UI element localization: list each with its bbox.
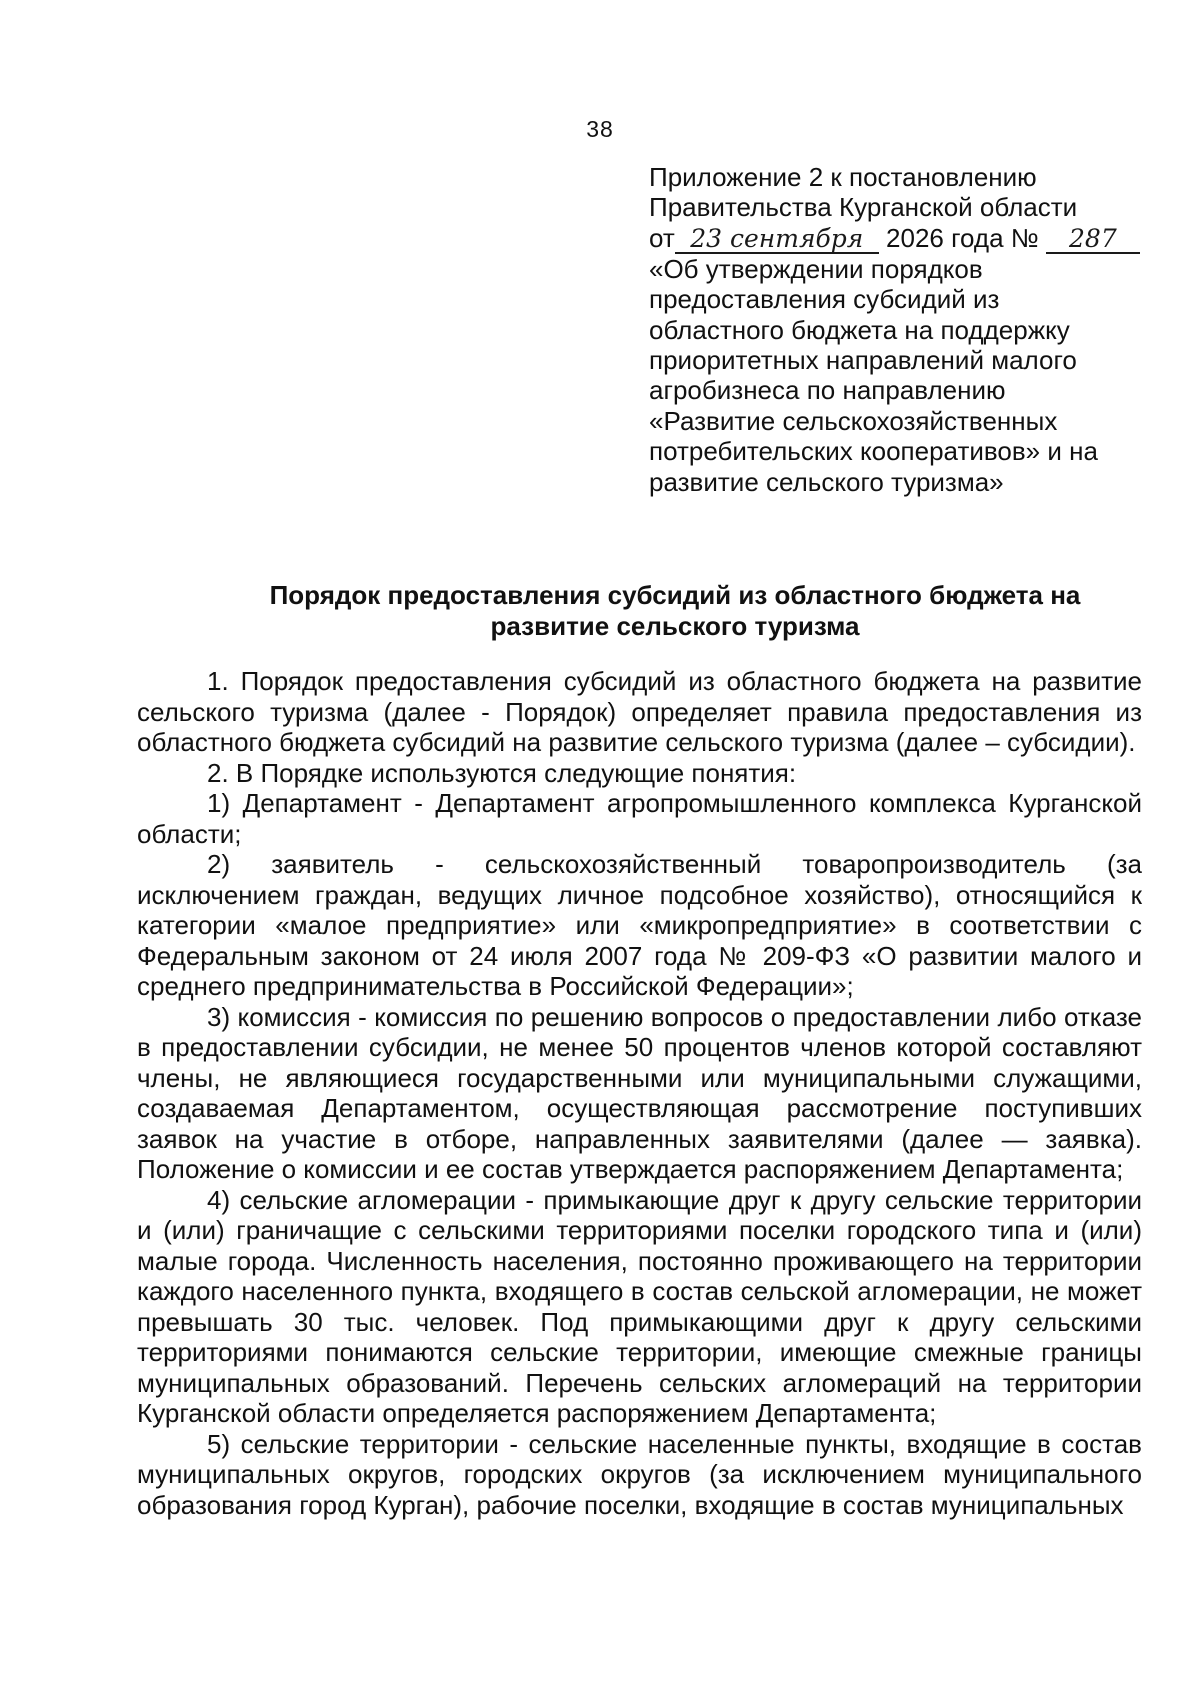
page-number: 38 (586, 116, 614, 142)
appendix-line: «Об утверждении порядков (649, 253, 983, 284)
date-prefix: от (649, 222, 675, 253)
appendix-line: Правительства Курганской области (649, 192, 1078, 223)
year-text: 2026 года № (886, 222, 1039, 253)
title-line: развитие сельского туризма (490, 611, 860, 641)
paragraph: 1. Порядок предоставления субсидий из областного бюджета на развитие сельского туризма (далее - Порядок) определяет правила предоставления из областного бюджета субсидий на развитие сельского туризма (далее – субсидии). (137, 666, 1142, 757)
appendix-line: Приложение 2 к постановлению (649, 162, 1037, 192)
title-line: Порядок предоставления субсидий из областного бюджета на (269, 580, 1081, 610)
paragraph: 4) сельские агломерации - примыкающие друг к другу сельские территории и (или) граничащие с сельскими территориями поселки городского типа и (или) малые города. Численность населения, постоянно проживающего на территории каждого населенного пункта, входящего в состав сельской агломерации, не может превышать 30 тыс. человек. Под примыкающими друг к другу сельскими территориями понимаются сельские территории, имеющие смежные границы муниципальных образований. Перечень сельских агломераций на территории Курганской области определяется распоряжением Департамента; (137, 1184, 1142, 1428)
appendix-line: «Развитие сельскохозяйственных (649, 405, 1058, 436)
paragraph: 1) Департамент - Департамент агропромышленного комплекса Курганской области; (137, 788, 1142, 849)
appendix-line: предоставления субсидий из (649, 284, 1000, 315)
appendix-line: агробизнеса по направлению (649, 375, 1006, 406)
document-title (200, 580, 1150, 642)
document-body (137, 666, 1142, 1520)
paragraph: 5) сельские территории - сельские населенные пункты, входящие в состав муниципальных округов, городских округов (за исключением муниципального образования город Курган), рабочие поселки, входящие в состав муниципальных (137, 1428, 1142, 1520)
appendix-line: развитие сельского туризма» (649, 466, 1004, 497)
appendix-line: приоритетных направлений малого (649, 345, 1077, 376)
paragraph: 2) заявитель - сельскохозяйственный товаропроизводитель (за исключением граждан, ведущих личное подсобное хозяйство), относящийся к категории «малое предприятие» или «микропредприятие» в соответствии с Федеральным законом от 24 июля 2007 года № 209-ФЗ «О развитии малого и среднего предпринимательства в Российской Федерации»; (137, 849, 1142, 1001)
appendix-date-line (649, 223, 1149, 254)
paragraph: 3) комиссия - комиссия по решению вопросов о предоставлении либо отказе в предоставлении субсидии, не менее 50 процентов членов которой составляют члены, не являющиеся государственными или муниципальными служащими, создаваемая Департаментом, осуществляющая рассмотрение поступивших заявок на участие в отборе, направленных заявителями (далее — заявка). Положение о комиссии и ее состав утверждается распоряжением Департамента; (137, 1001, 1142, 1184)
appendix-header (649, 162, 1149, 497)
appendix-line: потребительских кооперативов» и на (649, 436, 1098, 467)
handwritten-date: 23 сентября (675, 226, 879, 254)
paragraph: 2. В Порядке используются следующие понятия: (207, 757, 797, 788)
handwritten-number: 287 (1046, 226, 1140, 254)
appendix-line: областного бюджета на поддержку (649, 314, 1070, 345)
